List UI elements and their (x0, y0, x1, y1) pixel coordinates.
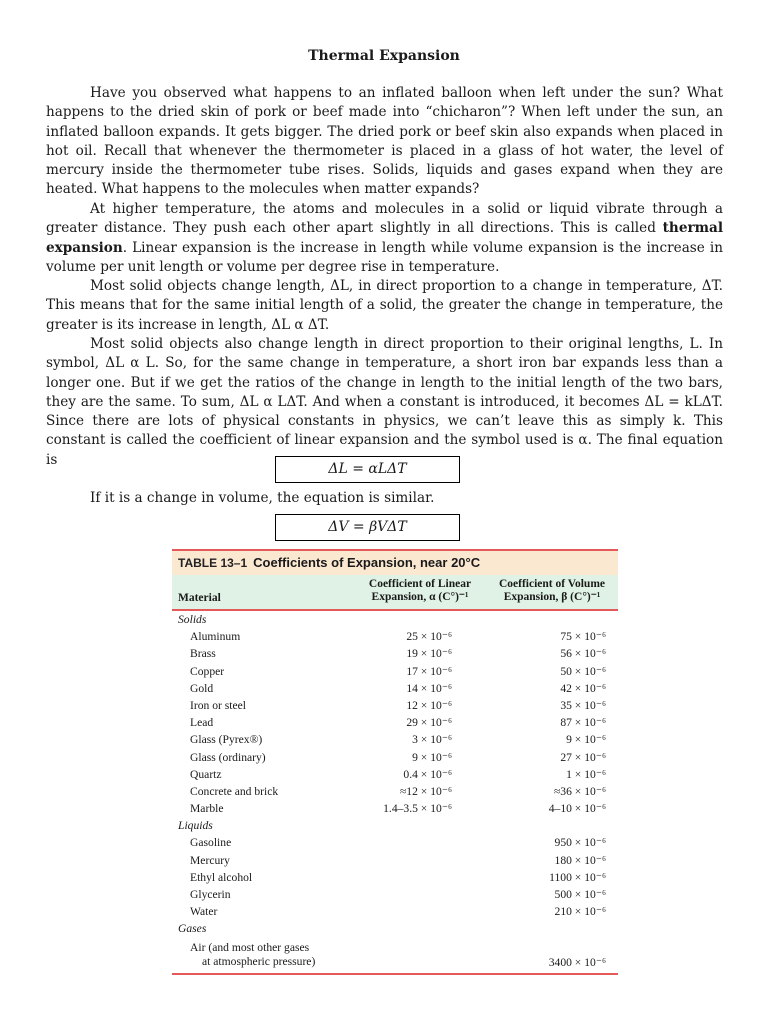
table-row (172, 697, 618, 714)
material-cell: Concrete and brick (190, 784, 279, 798)
paragraph-length-text: Most solid objects also change length in direct proportion to their original lengths, L. In symbol, ΔL α L. So, for the same change in temperature, a short iron bar expands less than a longer one. But if we get the ratios of the change in length to the initial length of the two bars, they are the same. To sum, ΔL α LΔT. And when a constant is introduced, it becomes ΔL = kLΔT. Since there are lots of physical constants in physics, we can’t leave this as simply k. This constant is called the coefficient of linear expansion and the symbol used is α. The final equation is (46, 336, 723, 468)
volume-coefficient-cell: 950 × 10⁻⁶ (554, 836, 606, 850)
volume-coefficient-cell: 87 × 10⁻⁶ (560, 716, 606, 730)
para2-bold: thermal expansion (46, 220, 723, 256)
volume-coefficient-cell: 3400 × 10⁻⁶ (548, 955, 606, 969)
table-category-row (172, 611, 618, 628)
paragraph-intro-text: Have you observed what happens to an inflated balloon when left under the sun? What happens to the dried skin of pork or beef made into “chicharon”? When left under the sun, an inflated balloon expands. It gets bigger. The dried pork or beef skin also expands when placed in hot oil. Recall that whenever the thermometer is placed in a glass of hot water, the level of mercury inside the thermometer tube rises. Solids, liquids and gases expand when they are heated. What happens to the molecules when matter expands? (46, 85, 723, 198)
header-volume-line1: Coefficient of Volume (498, 578, 606, 590)
table-row (172, 663, 618, 680)
volume-coefficient-cell: 1100 × 10⁻⁶ (549, 870, 606, 884)
header-volume-line2: Expansion, β (C°)⁻¹ (503, 591, 601, 603)
linear-coefficient-cell: 1.4–3.5 × 10⁻⁶ (383, 802, 452, 816)
material-cell: Marble (190, 802, 224, 816)
paragraph-length (46, 335, 723, 470)
linear-coefficient-cell: 19 × 10⁻⁶ (406, 647, 452, 661)
linear-coefficient-cell: 3 × 10⁻⁶ (412, 733, 452, 747)
volume-coefficient-cell: 35 × 10⁻⁶ (560, 698, 606, 712)
table-header (172, 575, 618, 611)
paragraph-temperature (46, 277, 723, 335)
table-row (172, 731, 618, 748)
volume-coefficient-cell: 180 × 10⁻⁶ (554, 853, 606, 867)
material-cell: Iron or steel (190, 698, 247, 712)
header-linear (358, 578, 482, 604)
volume-coefficient-cell: 42 × 10⁻⁶ (560, 681, 606, 695)
table-row (172, 749, 618, 766)
linear-coefficient-cell: 25 × 10⁻⁶ (406, 630, 452, 644)
table-body (172, 611, 618, 974)
linear-coefficient-cell: 29 × 10⁻⁶ (406, 716, 452, 730)
table-row (172, 869, 618, 886)
material-cell: Quartz (190, 767, 222, 781)
table-category-row (172, 817, 618, 834)
material-cell: Brass (190, 647, 216, 661)
table-row (172, 645, 618, 662)
material-cell: Aluminum (190, 630, 241, 644)
linear-coefficient-cell: ≈12 × 10⁻⁶ (399, 784, 452, 798)
table-row (172, 628, 618, 645)
volume-coefficient-cell: ≈36 × 10⁻⁶ (553, 784, 606, 798)
volume-coefficient-cell: 500 × 10⁻⁶ (554, 888, 606, 901)
table-row (172, 852, 618, 869)
table-number: TABLE 13–1 (178, 556, 248, 570)
material-cell: Glycerin (190, 888, 231, 901)
linear-coefficient-cell: 14 × 10⁻⁶ (406, 681, 452, 695)
expansion-table (172, 549, 618, 976)
equation-volume: ΔV = βVΔT (275, 514, 460, 541)
table-row (172, 903, 618, 920)
table-row (172, 766, 618, 783)
table-row (172, 680, 618, 697)
paragraph-intro (46, 84, 723, 200)
table-title-bar (172, 549, 618, 575)
table-row (172, 834, 618, 851)
volume-coefficient-cell: 75 × 10⁻⁶ (560, 630, 606, 644)
category-label: Gases (178, 922, 207, 936)
material-cell: Lead (190, 716, 214, 730)
material-cell: Glass (ordinary) (190, 750, 266, 764)
table-row (172, 800, 618, 817)
header-material: Material (178, 592, 221, 604)
paragraph-temperature-text: Most solid objects change length, ΔL, in direct proportion to a change in temperature, ΔT. This means that for the same initial length of a solid, the greater the change in temperature, the greater is its increase in length, ΔL α ΔT. (46, 278, 723, 333)
equation-linear: ΔL = αLΔT (275, 456, 460, 483)
material-cell: Water (190, 905, 218, 919)
para2-before: At higher temperature, the atoms and molecules in a solid or liquid vibrate through a greater distance. They push each other apart slightly in all directions. This is called (46, 201, 723, 237)
linear-coefficient-cell: 9 × 10⁻⁶ (412, 750, 452, 764)
category-label: Solids (178, 613, 207, 626)
material-cell: Gasoline (190, 836, 232, 850)
volume-coefficient-cell: 4–10 × 10⁻⁶ (548, 802, 606, 816)
material-cell (190, 941, 315, 969)
material-cell: Glass (Pyrex®) (190, 733, 263, 747)
material-cell: Ethyl alcohol (190, 870, 253, 884)
volume-intro-text: If it is a change in volume, the equation is similar. (90, 490, 435, 506)
table-bottom-rule (172, 973, 618, 975)
table-row (172, 714, 618, 731)
header-linear-line2: Expansion, α (C°)⁻¹ (371, 591, 469, 603)
volume-coefficient-cell: 9 × 10⁻⁶ (566, 733, 606, 747)
category-label: Liquids (178, 819, 213, 833)
volume-coefficient-cell: 50 × 10⁻⁶ (560, 664, 606, 678)
material-cell: Mercury (190, 853, 230, 867)
paragraph-thermal-expansion (46, 200, 723, 277)
table-row (172, 886, 618, 903)
material-line1: Air (and most other gases (190, 940, 310, 954)
material-cell: Copper (190, 664, 225, 678)
para2-after: . Linear expansion is the increase in length while volume expansion is the increase in volume per unit length or volume per degree rise in temperature. (46, 239, 723, 275)
header-linear-line1: Coefficient of Linear (368, 578, 472, 590)
table-row (172, 938, 618, 974)
material-cell: Gold (190, 681, 214, 695)
table-title: Coefficients of Expansion, near 20°C (253, 555, 481, 570)
volume-coefficient-cell: 1 × 10⁻⁶ (566, 767, 606, 781)
linear-coefficient-cell: 17 × 10⁻⁶ (406, 664, 452, 678)
volume-coefficient-cell: 56 × 10⁻⁶ (560, 647, 606, 661)
volume-coefficient-cell: 27 × 10⁻⁶ (560, 750, 606, 764)
table-row (172, 783, 618, 800)
material-line2: at atmospheric pressure) (202, 954, 316, 968)
header-volume (489, 578, 615, 604)
page-title: Thermal Expansion (308, 48, 460, 64)
linear-coefficient-cell: 0.4 × 10⁻⁶ (403, 767, 452, 781)
linear-coefficient-cell: 12 × 10⁻⁶ (406, 698, 452, 712)
table-category-row (172, 920, 618, 937)
volume-coefficient-cell: 210 × 10⁻⁶ (554, 905, 606, 919)
